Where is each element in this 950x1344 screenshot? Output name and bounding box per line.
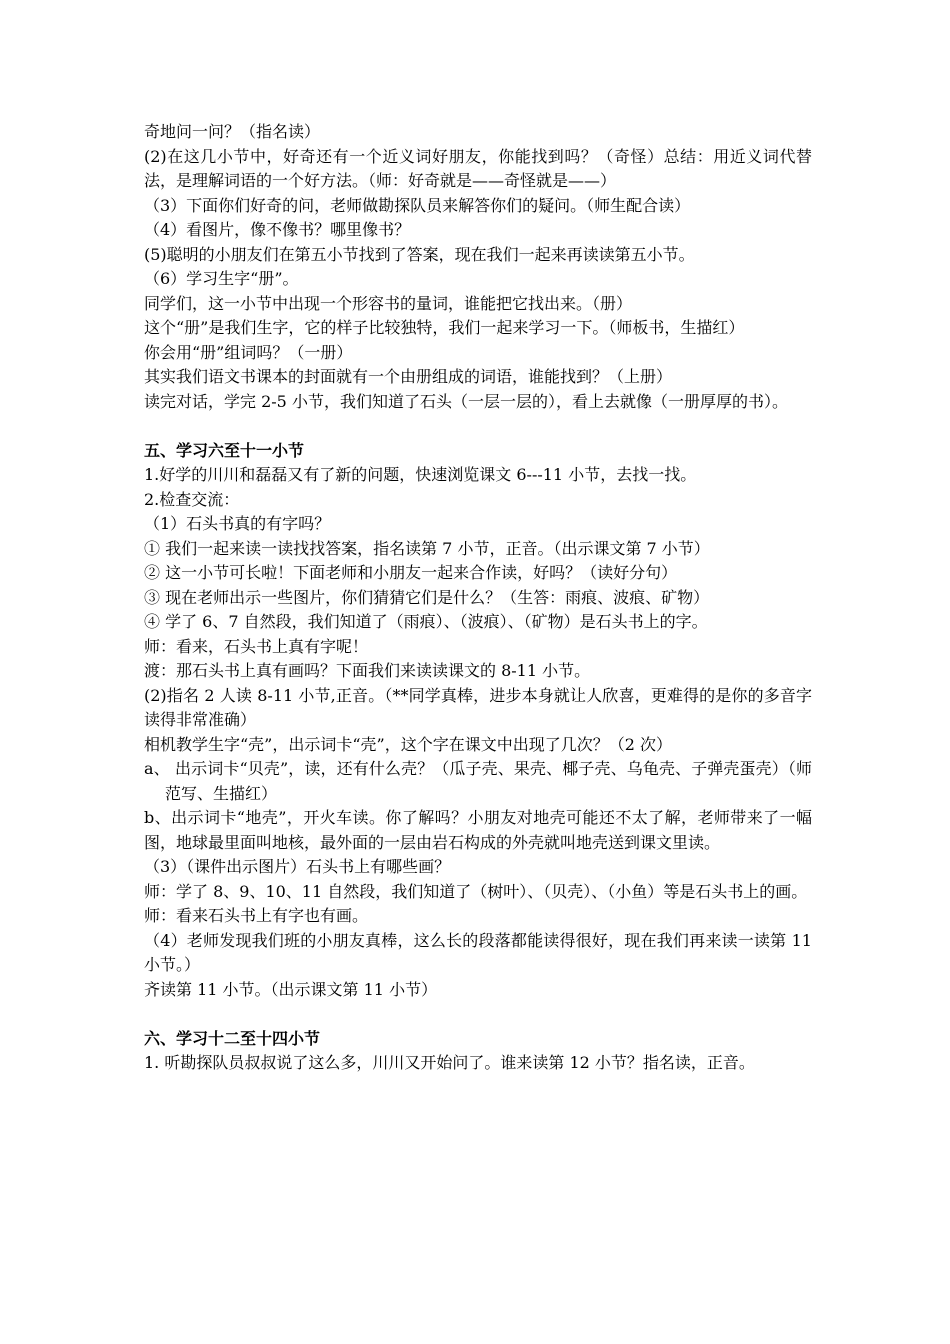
- paragraph: 2.检查交流：: [144, 489, 240, 509]
- paragraph: 这个“册”是我们生字，它的样子比较独特，我们一起来学习一下。（师板书，生描红）: [144, 318, 745, 337]
- document-page: [144, 120, 812, 1076]
- paragraph: 同学们，这一小节中出现一个形容书的量词，谁能把它找出来。（册）: [144, 293, 633, 313]
- paragraph: 师：看来石头书上有字也有画。: [144, 906, 369, 925]
- section-heading: 六、学习十二至十四小节: [144, 1028, 321, 1048]
- paragraph: 齐读第 11 小节。（出示课文第 11 小节）: [144, 979, 438, 999]
- paragraph: （6）学习生字“册”。: [144, 269, 299, 288]
- paragraph: （3）（课件出示图片）石头书上有哪些画？: [144, 857, 451, 876]
- paragraph: ① 我们一起来读一读找找答案，指名读第 7 小节，正音。（出示课文第 7 小节）: [144, 538, 710, 558]
- paragraph: (2)在这几小节中，好奇还有一个近义词好朋友，你能找到吗？（奇怪）总结：用近义词代替法，是理解词语的一个好方法。（师：好奇就是——奇怪就是——）: [144, 146, 812, 190]
- paragraph: 1.好学的川川和磊磊又有了新的问题，快速浏览课文 6---11 小节，去找一找。: [144, 465, 697, 484]
- paragraph: b、出示词卡“地壳”，开火车读。你了解吗？小朋友对地壳可能还不太了解，老师带来了一幅图，地球最里面叫地核，最外面的一层由岩石构成的外壳就叫地壳送到课文里读。: [144, 808, 812, 852]
- paragraph: （4）看图片，像不像书？哪里像书？: [144, 220, 411, 239]
- paragraph: 师：看来，石头书上真有字呢！: [144, 636, 369, 656]
- paragraph: （3）下面你们好奇的问，老师做勘探队员来解答你们的疑问。（师生配合读）: [144, 195, 691, 215]
- paragraph: (2)指名 2 人读 8-11 小节,正音。（**同学真棒，进步本身就让人欣喜，更难得的是你的多音字读得非常准确）: [144, 685, 812, 729]
- paragraph: a、 出示词卡“贝壳”，读，还有什么壳？（瓜子壳、果壳、椰子壳、乌龟壳、子弹壳蛋壳）（师范写、生描红）: [144, 759, 812, 803]
- paragraph: 1. 听勘探队员叔叔说了这么多，川川又开始问了。谁来读第 12 小节？指名读，正音。: [144, 1053, 755, 1072]
- paragraph: 渡：那石头书上真有画吗？下面我们来读读课文的 8-11 小节。: [144, 661, 591, 680]
- paragraph: 奇地问一问？（指名读）: [144, 122, 321, 141]
- paragraph: ④ 学了 6、7 自然段，我们知道了（雨痕）、（波痕）、（矿物）是石头书上的字。: [144, 612, 708, 631]
- paragraph: 师：学了 8、9、10、11 自然段，我们知道了（树叶）、（贝壳）、（小鱼）等是石头书上的画。: [144, 881, 808, 901]
- paragraph: ② 这一小节可长啦！下面老师和小朋友一起来合作读，好吗？（读好分句）: [144, 563, 678, 582]
- spacer: [144, 1002, 812, 1027]
- spacer: [144, 414, 812, 439]
- paragraph: ③ 现在老师出示一些图片，你们猜猜它们是什么？（生答：雨痕、波痕、矿物）: [144, 587, 710, 607]
- paragraph: （1）石头书真的有字吗？: [144, 514, 331, 533]
- paragraph: 你会用“册”组词吗？（一册）: [144, 342, 353, 362]
- paragraph: 相机教学生字“壳”，出示词卡“壳”，这个字在课文中出现了几次？（2 次）: [144, 734, 672, 754]
- paragraph: (5)聪明的小朋友们在第五小节找到了答案，现在我们一起来再读读第五小节。: [144, 244, 695, 264]
- paragraph: 读完对话，学完 2-5 小节，我们知道了石头（一层一层的），看上去就像（一册厚厚的书）。: [144, 391, 788, 411]
- section-heading: 五、学习六至十一小节: [144, 440, 305, 460]
- paragraph: 其实我们语文书课本的封面就有一个由册组成的词语，谁能找到？（上册）: [144, 367, 673, 386]
- paragraph: （4）老师发现我们班的小朋友真棒，这么长的段落都能读得很好，现在我们再来读一读第 11 小节。）: [144, 930, 812, 974]
